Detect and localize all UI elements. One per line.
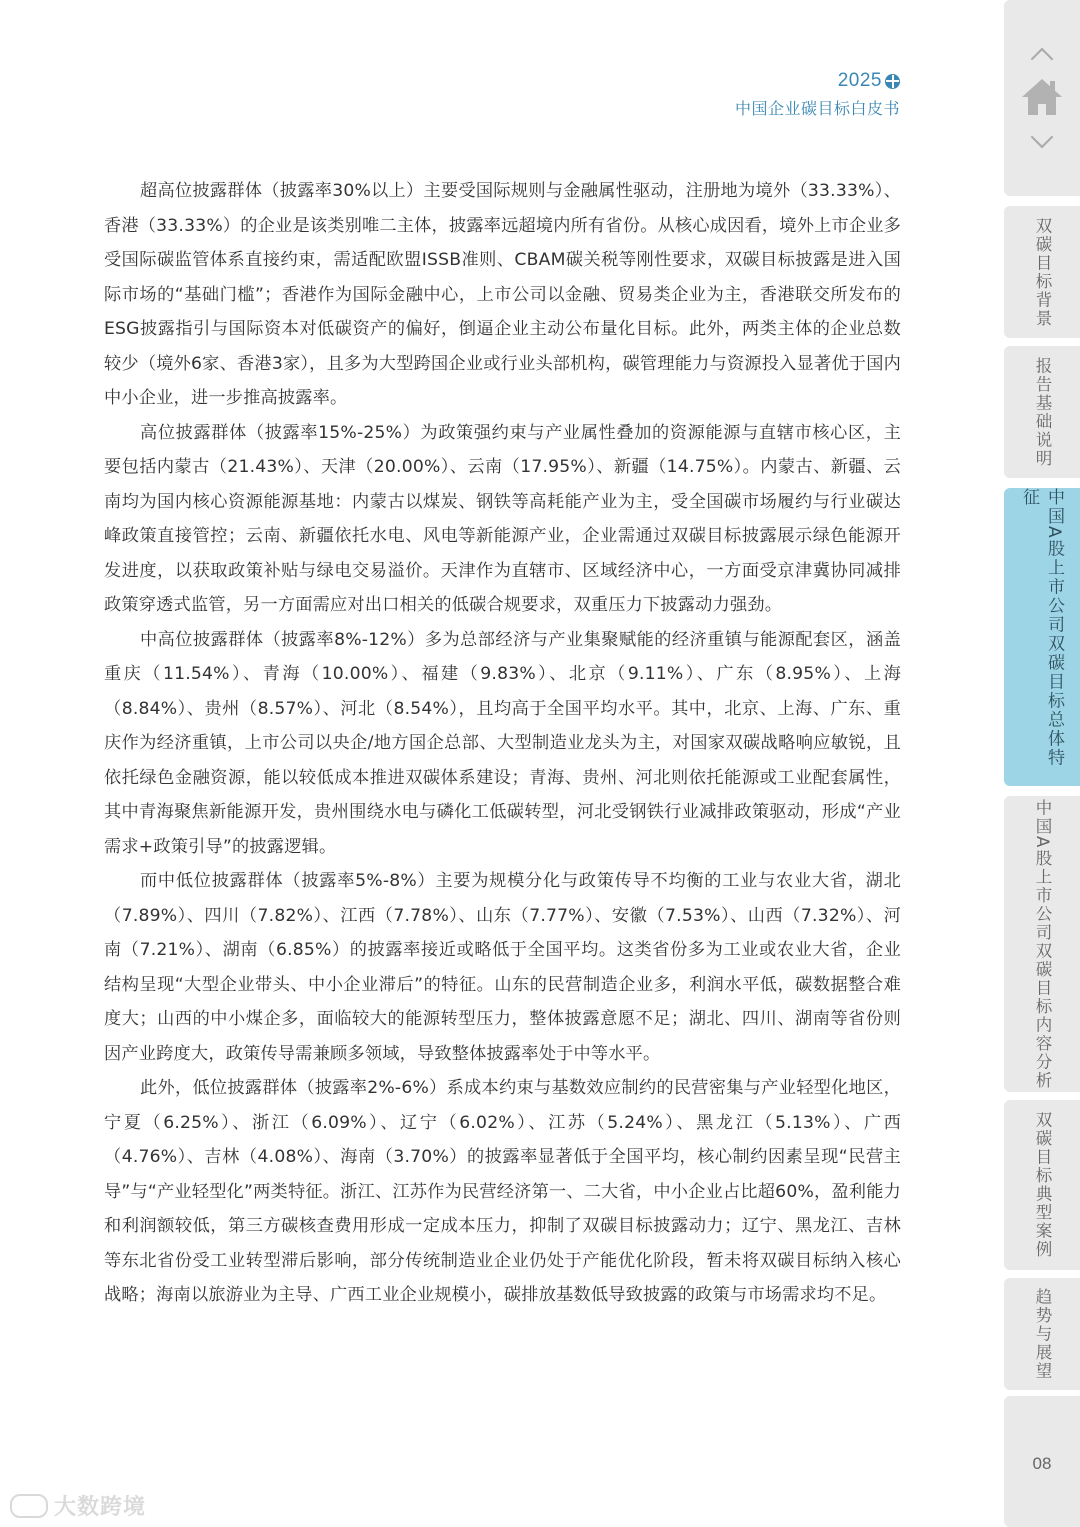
report-year-text: 2025	[837, 70, 882, 91]
tab-overall-features[interactable]	[1004, 488, 1080, 786]
paragraph-2: 高位披露群体（披露率15%-25%）为政策强约束与产业属性叠加的资源能源与直辖市核心区，主要包括内蒙古（21.43%）、天津（20.00%）、云南（17.95%）、新疆（14.75%）。内蒙古、新疆、云南均为国内核心资源能源基地：内蒙古以煤炭、钢铁等高耗能产业为主，受全国碳市场履约与行业碳达峰政策直接管控；云南、新疆依托水电、风电等新能源产业，企业需通过双碳目标披露展示绿色能源开发进度，以获取政策补贴与绿电交易溢价。天津作为直辖市、区域经济中心，一方面受京津冀协同减排政策穿透式监管，另一方面需应对出口相关的低碳合规要求，双重压力下披露动力强劲。	[104, 422, 901, 615]
paragraph-4: 而中低位披露群体（披露率5%-8%）主要为规模分化与政策传导不均衡的工业与农业大省，湖北（7.89%）、四川（7.82%）、江西（7.78%）、山东（7.77%）、安徽（7.53%）、山西（7.32%）、河南（7.21%）、湖南（6.85%）的披露率接近或略低于全国平均。这类省份多为工业或农业大省，企业结构呈现“大型企业带头、中小企业滞后”的特征。山东的民营制造企业多，利润水平低，碳数据整合难度大；山西的中小煤企多，面临较大的能源转型压力，整体披露意愿不足；湖北、四川、湖南等省份则因产业跨度大，政策传导需兼顾多领域，导致整体披露率处于中等水平。	[104, 871, 901, 1064]
globe-icon	[885, 74, 900, 89]
nav-controls	[1004, 0, 1080, 196]
tab-typical-cases[interactable]	[1004, 1100, 1080, 1270]
page-header	[735, 70, 900, 119]
tab-label: 中国A股上市公司双碳目标总体特征	[1019, 488, 1064, 768]
watermark-text: 大数跨境	[54, 1495, 147, 1520]
main-content	[104, 174, 901, 1313]
tab-label: 双碳目标典型案例	[1033, 1111, 1052, 1259]
page-number-box	[1004, 1396, 1080, 1527]
paragraph-5: 此外，低位披露群体（披露率2%-6%）系成本约束与基数效应制约的民营密集与产业轻型化地区，宁夏（6.25%）、浙江（6.09%）、辽宁（6.02%）、江苏（5.24%）、黑龙江（5.13%）、广西（4.76%）、吉林（4.08%）、海南（3.70%）的披露率显著低于全国平均，核心制约因素呈现“民营主导”与“产业轻型化”两类特征。浙江、江苏作为民营经济第一、二大省，中小企业占比超60%，盈利能力和利润额较低，第三方碳核查费用形成一定成本压力，抑制了双碳目标披露动力；辽宁、黑龙江、吉林等东北省份受工业转型滞后影响，部分传统制造业企业仍处于产能优化阶段，暂未将双碳目标纳入核心战略；海南以旅游业为主导、广西工业企业规模小，碳排放基数低导致披露的政策与市场需求均不足。	[104, 1078, 901, 1305]
paragraph-3: 中高位披露群体（披露率8%-12%）多为总部经济与产业集聚赋能的经济重镇与能源配套区，涵盖重庆（11.54%）、青海（10.00%）、福建（9.83%）、北京（9.11%）、广东（8.95%）、上海（8.84%）、贵州（8.57%）、河北（8.54%），且均高于全国平均水平。其中，北京、上海、广东、重庆作为经济重镇，上市公司以央企/地方国企总部、大型制造业龙头为主，对国家双碳战略响应敏锐，且依托绿色金融资源，能以较低成本推进双碳体系建设；青海、贵州、河北则依托能源或工业配套属性，其中青海聚焦新能源开发，贵州围绕水电与磷化工低碳转型，河北受钢铁行业减排政策驱动，形成“产业需求+政策引导”的披露逻辑。	[104, 629, 901, 857]
tab-content-analysis[interactable]	[1004, 796, 1080, 1092]
watermark-logo-icon	[10, 1494, 48, 1518]
tab-label: 趋势与展望	[1033, 1287, 1052, 1381]
report-year	[838, 70, 900, 92]
tab-report-basics[interactable]	[1004, 346, 1080, 478]
tab-label: 中国A股上市公司双碳目标内容分析	[1033, 798, 1052, 1090]
chevron-down-icon[interactable]	[1031, 126, 1054, 149]
tab-carbon-background[interactable]	[1004, 206, 1080, 338]
page-number: 08	[1032, 1453, 1052, 1473]
watermark	[10, 1490, 146, 1521]
home-icon[interactable]	[1022, 79, 1062, 115]
chevron-up-icon[interactable]	[1031, 48, 1054, 71]
section-sidebar	[1004, 0, 1080, 1527]
tab-trends-outlook[interactable]	[1004, 1278, 1080, 1390]
report-title: 中国企业碳目标白皮书	[734, 99, 900, 118]
tab-label: 双碳目标背景	[1033, 216, 1052, 328]
tab-label: 报告基础说明	[1033, 356, 1052, 468]
paragraph-1: 超高位披露群体（披露率30%以上）主要受国际规则与金融属性驱动，注册地为境外（33.33%）、香港（33.33%）的企业是该类别唯二主体，披露率远超境内所有省份。从核心成因看，境外上市企业多受国际碳监管体系直接约束，需适配欧盟ISSB准则、CBAM碳关税等刚性要求，双碳目标披露是进入国际市场的“基础门槛”；香港作为国际金融中心，上市公司以金融、贸易类企业为主，香港联交所发布的ESG披露指引与国际资本对低碳资产的偏好，倒逼企业主动公布量化目标。此外，两类主体的企业总数较少（境外6家、香港3家），且多为大型跨国企业或行业头部机构，碳管理能力与资源投入显著优于国内中小企业，进一步推高披露率。	[104, 181, 902, 408]
